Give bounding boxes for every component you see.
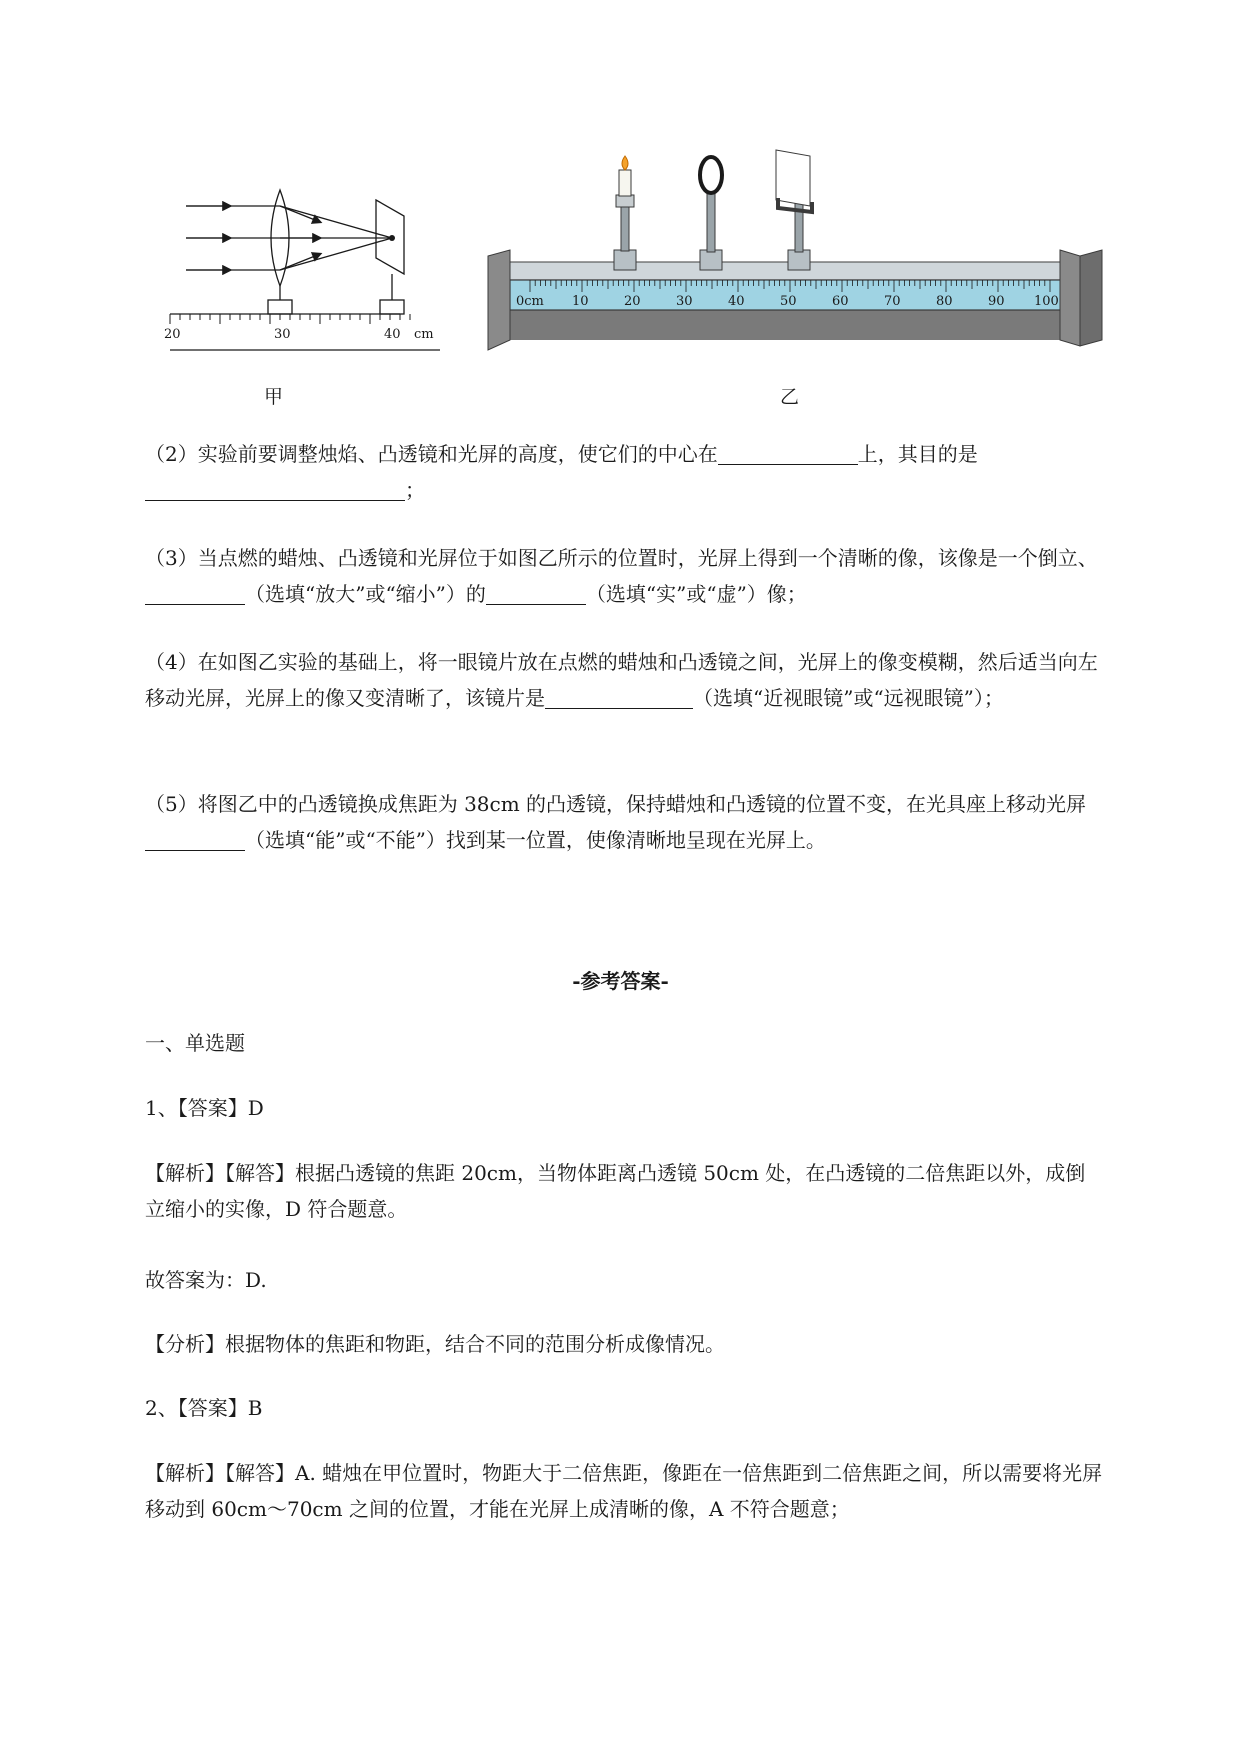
- question-3: [145, 540, 1105, 612]
- answer-1-analysis: 【解析】【解答】根据凸透镜的焦距 20cm，当物体距离凸透镜 50cm 处，在凸透镜的二倍焦距以外，成倒立缩小的实像，D 符合题意。: [145, 1161, 1086, 1221]
- yi-scale-label: 0cm: [516, 294, 544, 309]
- answers-heading: -参考答案-: [572, 969, 669, 993]
- q5-text-1: （5）将图乙中的凸透镜换成焦距为 38cm 的凸透镜，保持蜡烛和凸透镜的位置不变，在光具座上移动光屏: [145, 792, 1087, 816]
- q2-blank-1[interactable]: [718, 442, 858, 465]
- figure-jia-caption: 甲: [264, 386, 284, 408]
- yi-scale-label: 50: [780, 294, 797, 309]
- yi-scale-label: 70: [884, 294, 901, 309]
- q3-blank-1[interactable]: [145, 582, 245, 605]
- jia-scale-label: 40: [384, 327, 401, 342]
- figure-jia: [164, 190, 440, 350]
- yi-scale-label: 60: [832, 294, 849, 309]
- yi-scale-label: 30: [676, 294, 693, 309]
- figure-yi-caption: 乙: [780, 386, 800, 408]
- q4-text-1: （4）在如图乙实验的基础上，将一眼镜片放在点燃的蜡烛和凸透镜之间，光屏上的像变模糊，然后适当向左移动光屏，光屏上的像又变清晰了，该镜片是: [145, 650, 1098, 710]
- question-5: [145, 786, 1105, 858]
- answer-2-analysis: 【解析】【解答】A. 蜡烛在甲位置时，物距大于二倍焦距，像距在一倍焦距到二倍焦距之间，所以需要将光屏移动到 60cm～70cm 之间的位置，才能在光屏上成清晰的像，A 不符合题意；: [145, 1461, 1103, 1521]
- answer-2: 2、【答案】B: [145, 1396, 263, 1420]
- jia-scale-unit: cm: [414, 327, 434, 342]
- yi-scale-label: 90: [988, 294, 1005, 309]
- yi-scale-label: 20: [624, 294, 641, 309]
- question-2: [145, 436, 1105, 508]
- answer-1-conclusion: 故答案为：D.: [145, 1268, 267, 1292]
- answer-1: 1、【答案】D: [145, 1096, 264, 1120]
- q4-text-2: （选填“近视眼镜”或“远视眼镜”）；: [693, 686, 1004, 710]
- jia-scale-label: 30: [274, 327, 291, 342]
- q5-text-2: （选填“能”或“不能”）找到某一位置，使像清晰地呈现在光屏上。: [245, 828, 826, 852]
- q2-blank-2[interactable]: [145, 478, 405, 501]
- q3-blank-2[interactable]: [486, 582, 586, 605]
- q5-blank-1[interactable]: [145, 828, 245, 851]
- yi-scale-label: 40: [728, 294, 745, 309]
- answer-1-fenxi: 【分析】根据物体的焦距和物距，结合不同的范围分析成像情况。: [145, 1332, 725, 1356]
- q3-text-3: （选填“实”或“虚”）像；: [585, 582, 807, 606]
- figure-yi: [480, 150, 1120, 350]
- q2-text-3: ；: [405, 478, 425, 502]
- q3-text-2: （选填“放大”或“缩小”）的: [245, 582, 486, 606]
- answers-section-title: 一、单选题: [145, 1031, 245, 1055]
- question-4: [145, 644, 1105, 716]
- yi-scale-label: 100: [1034, 294, 1059, 309]
- yi-scale-label: 10: [572, 294, 589, 309]
- yi-scale-label: 80: [936, 294, 953, 309]
- jia-scale-label: 20: [164, 327, 181, 342]
- q2-text-1: （2）实验前要调整烛焰、凸透镜和光屏的高度，使它们的中心在: [145, 442, 718, 466]
- q4-blank-1[interactable]: [545, 686, 693, 709]
- q2-text-2: 上，其目的是: [857, 442, 978, 466]
- q3-text-1: （3）当点燃的蜡烛、凸透镜和光屏位于如图乙所示的位置时，光屏上得到一个清晰的像，该像是一个倒立、: [145, 546, 1098, 570]
